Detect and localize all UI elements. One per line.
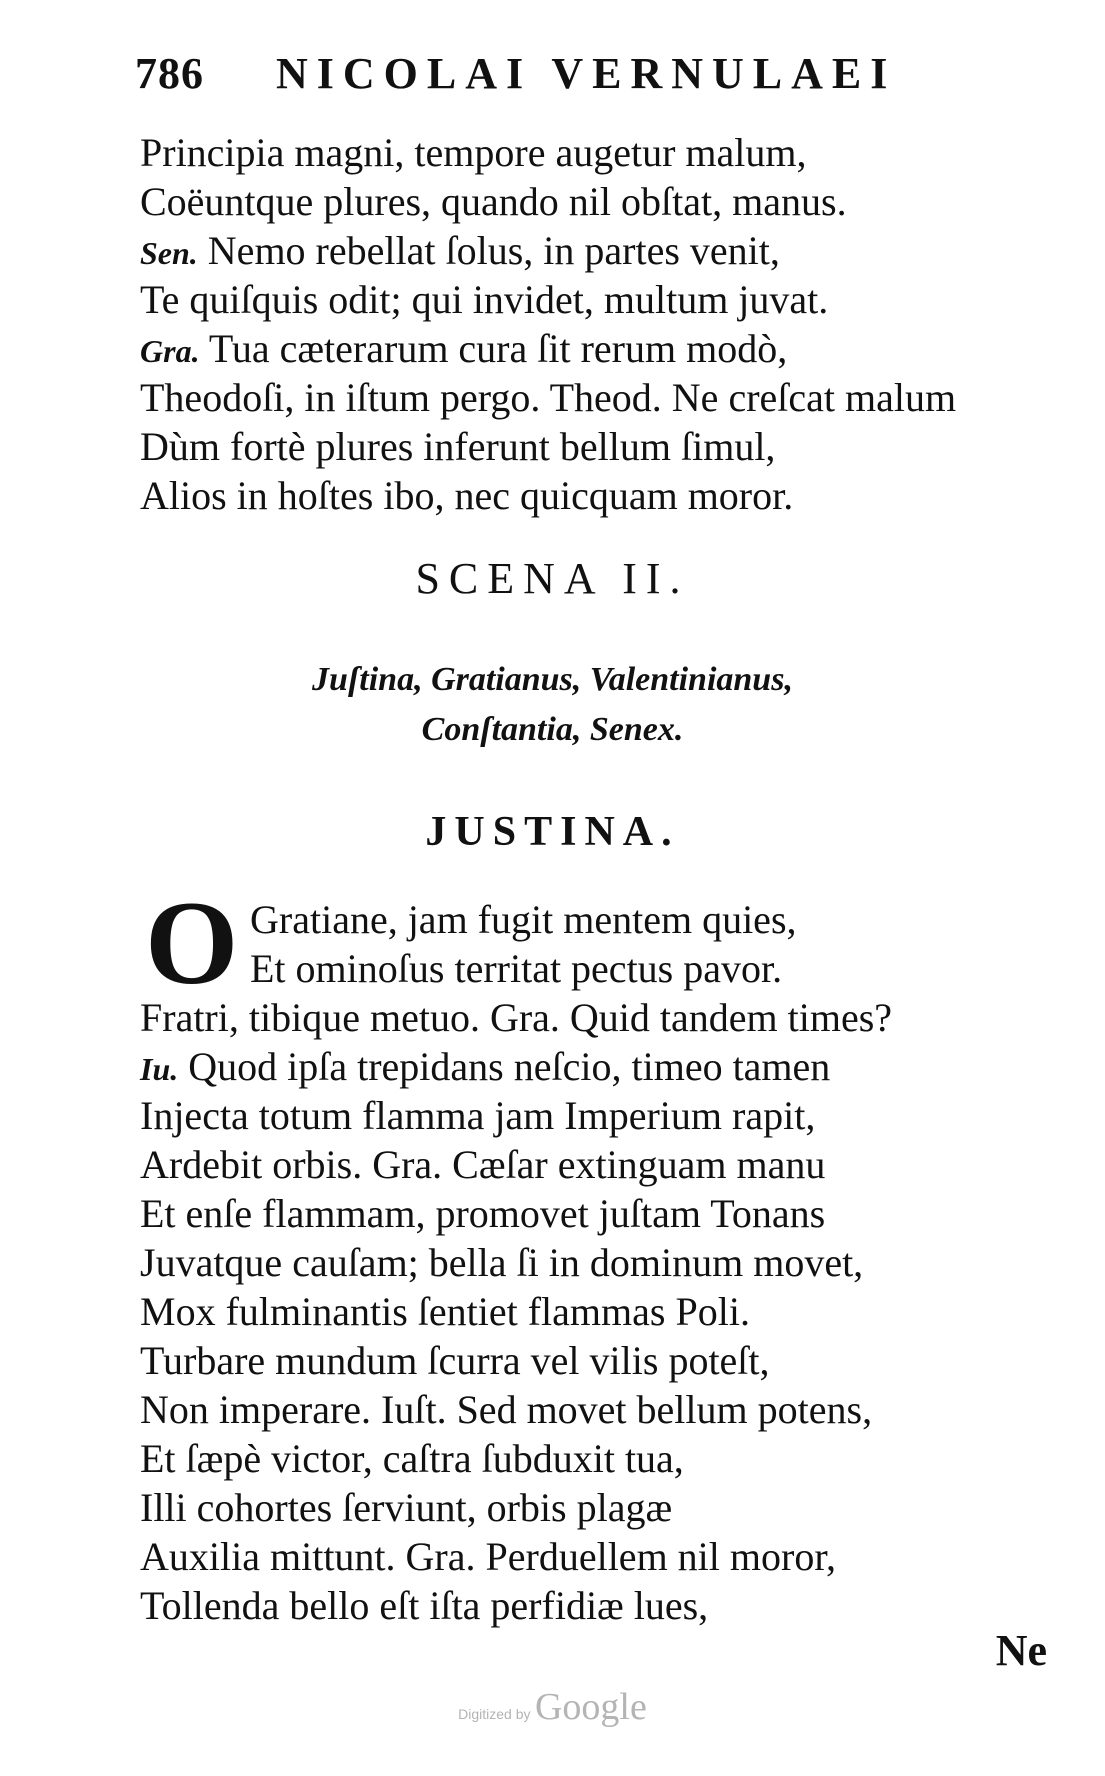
verse-line bbox=[140, 1532, 892, 1581]
speaker-heading: JUSTINA. bbox=[425, 809, 680, 855]
scene-title: SCENA II. bbox=[415, 554, 690, 603]
drop-cap-lines bbox=[250, 895, 797, 993]
verse-line bbox=[140, 1091, 892, 1140]
verse-text: Te quiſquis odit; qui invidet, multum juvat. bbox=[140, 277, 829, 322]
verse-text: Dùm fortè plures inferunt bellum ſimul, bbox=[140, 424, 776, 469]
verse-text: Theodoſi, in iſtum pergo. Theod. Ne creſcat malum bbox=[140, 375, 957, 420]
verse-text: Turbare mundum ſcurra vel vilis poteſt, bbox=[140, 1338, 770, 1383]
verse-line bbox=[140, 1287, 892, 1336]
watermark-small-text: Digitized by bbox=[458, 1706, 531, 1722]
verse-line: Et ominoſus territat pectus pavor. bbox=[250, 946, 783, 991]
verse-line bbox=[140, 1483, 892, 1532]
verse-text: Et enſe flammam, promovet juſtam Tonans bbox=[140, 1191, 826, 1236]
roles-line-1: Juſtina, Gratianus, Valentinianus, bbox=[312, 661, 793, 698]
verse-text: Quod ipſa trepidans neſcio, timeo tamen bbox=[178, 1044, 831, 1089]
verse-line bbox=[140, 373, 956, 422]
verse-text: Coëuntque plures, quando nil obſtat, manus. bbox=[140, 179, 847, 224]
verse-text: Tollenda bello eſt iſta perfidiæ lues, bbox=[140, 1583, 709, 1628]
drop-cap-letter: O bbox=[145, 876, 239, 1009]
verse-line bbox=[140, 128, 956, 177]
verse-line bbox=[140, 1434, 892, 1483]
verse-line bbox=[140, 1238, 892, 1287]
verse-line bbox=[140, 1140, 892, 1189]
verse-text: Fratri, tibique metuo. Gra. Quid tandem times? bbox=[140, 995, 893, 1040]
verse-line bbox=[140, 1189, 892, 1238]
main-verse-block bbox=[140, 993, 892, 1630]
verse-line bbox=[140, 993, 892, 1042]
dramatis-personae bbox=[0, 655, 1105, 755]
speaker-label: Gra. bbox=[140, 333, 200, 369]
digitization-watermark bbox=[0, 1685, 1105, 1729]
verse-text: Auxilia mittunt. Gra. Perduellem nil moror, bbox=[140, 1534, 837, 1579]
verse-text: Juvatque cauſam; bella ſi in dominum movet, bbox=[140, 1240, 864, 1285]
verse-line bbox=[140, 1581, 892, 1630]
verse-line bbox=[140, 1385, 892, 1434]
verse-line bbox=[140, 422, 956, 471]
verse-line: Gratiane, jam fugit mentem quies, bbox=[250, 897, 797, 942]
page-number: 786 bbox=[135, 49, 204, 98]
verse-line bbox=[140, 226, 956, 275]
verse-text: Tua cæterarum cura ſit rerum modò, bbox=[199, 326, 788, 371]
verse-text: Illi cohortes ſerviunt, orbis plagæ bbox=[140, 1485, 673, 1530]
top-verse-block bbox=[140, 128, 956, 520]
verse-text: Non imperare. Iuſt. Sed movet bellum potens, bbox=[140, 1387, 873, 1432]
speaker-label: Sen. bbox=[140, 235, 198, 271]
verse-line bbox=[140, 177, 956, 226]
verse-text: Ardebit orbis. Gra. Cæſar extinguam manu bbox=[140, 1142, 826, 1187]
verse-text: Alios in hoſtes ibo, nec quicquam moror. bbox=[140, 473, 794, 518]
verse-text: Principia magni, tempore augetur malum, bbox=[140, 130, 807, 175]
roles-line-2: Conſtantia, Senex. bbox=[421, 711, 684, 748]
verse-line bbox=[140, 1336, 892, 1385]
verse-line bbox=[140, 324, 956, 373]
page-header bbox=[135, 48, 896, 99]
verse-text: Et ſæpè victor, caſtra ſubduxit tua, bbox=[140, 1436, 684, 1481]
catchword: Ne bbox=[995, 1626, 1047, 1675]
running-title: NICOLAI VERNULAEI bbox=[276, 49, 897, 98]
verse-line bbox=[140, 1042, 892, 1091]
watermark-logo-text: Google bbox=[534, 1686, 647, 1728]
verse-text: Mox fulminantis ſentiet flammas Poli. bbox=[140, 1289, 750, 1334]
speaker-label: Iu. bbox=[140, 1051, 179, 1087]
verse-text: Injecta totum flamma jam Imperium rapit, bbox=[140, 1093, 816, 1138]
verse-line bbox=[140, 471, 956, 520]
verse-text: Nemo rebellat ſolus, in partes venit, bbox=[197, 228, 780, 273]
verse-line bbox=[140, 275, 956, 324]
